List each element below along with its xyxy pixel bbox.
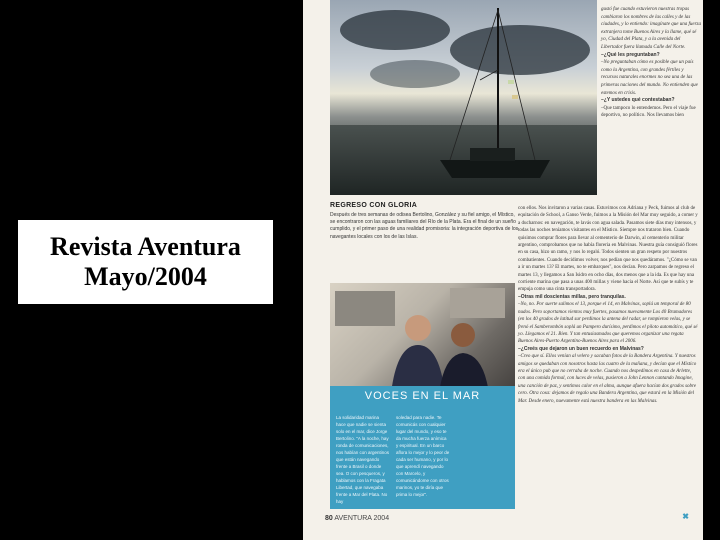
- paragraph: con ellos. Nos invitaron a varias casas. Estuvimos con Adriana y Peck, fuimos al club de equitación de School, a Ganso Verde, fuimos a la Misión del Mar muy seguido, a comer y a ducharnos: en navegación, te lavás con agua salada. Pasamos siete días muy intensos, y todas las noches teníamos visitantes en el Místico. Siempre nos trataron bien. Cuando quisimos comprar flores para llevar al cementerio de Darwin, al cementerio militar argentino, comprobamos que no había floreria en Malvinas. Nuestra guía consiguió flores en su casa, hizo un ramo, y nos lo regaló. Todos sienten un gran respeto por nuestros combatientes. Cuando decidimos volver, nos pedían que nos quedáramos. "¿Cómo se van a ir un martes 13? El martes, no te embarques", nos decían. Pero zarpamos de regreso el martes 13, y llegamos a San Isidro en ocho días, dos menos que a la ida. Es que hay una corriente marina que pasa a unas 400 millas y viene hacia el Norte. Así que te subís y te empuja como una cinta transportadora.: [518, 206, 698, 293]
- voces-col-1: La solidaridad marina hace que nadie se sienta solo en el mar, dice Jorge Bertolino. "A la noche, hay ronda de comunicaciones, nos habían con argentinos que están navegando frente a Brasil o donde sea. O con pesqueros, y hablamos con la Fragata Libertad, que navegaba frente a Mar del Plata. No hay: [336, 415, 390, 504]
- paragraph: gustó fue cuando estuvieron nuestras tropas cambiaron los nombres de las calles y de las ciudades, y lo entiendo: imagínate que una fuerza extranjera tome Buenos Aires y la llame, qué sé yo, Ciudad del Plata, y a la avenida del Libertador fuera llamada Calle del Norte.: [601, 7, 701, 50]
- photo-caption-body: Después de tres semanas de odisea Bertolino, González y su fiel amigo, el Místico, se encontraron con las aguas familiares del Río de la Plata. Era el final de un sueño cumplido, y el primer paso de una realidad promisoria: la integración deportiva de los navegantes locales con los de las Islas.: [330, 212, 519, 240]
- magazine-page: [303, 0, 703, 540]
- caption-box: [18, 220, 273, 304]
- sailboat-icon: [330, 0, 597, 195]
- sailboat-photo: [330, 0, 597, 195]
- answer: –No preguntaban cómo es posible que un país como la Argentina, con grandes fértiles y recursos naturales enormes no sea una de las primeras naciones del mundo. No entienden que estemos en crisis.: [601, 60, 698, 96]
- question: –¿Qué les preguntaban?: [601, 51, 660, 58]
- end-mark-icon: ✖: [682, 512, 689, 521]
- photo-caption-title: REGRESO CON GLORIA: [330, 202, 418, 209]
- page-number: 80: [325, 515, 333, 522]
- page-footer: [325, 515, 389, 522]
- voces-box: [330, 406, 515, 509]
- right-column-text: [601, 6, 701, 120]
- answer: –No, no. Por suerte salimos el 13, porque el 14, en Malvinas, soplá un temporal de 80 nudos. Pero soportamos vientos muy fuertes, pasamos nuevamente Los 40 Bramadores (en los 40 grados de latitud sur perdimos la antena del radar, se rompieron velas, y se frenó el Samberombón soplá un Pampero durísimo, perdimos el piloto automático, qué sé yo. Llegamos el 21. Bien. Y tan entusiasmados que queremos organizar una regata Buenos Aires-Puerto Argentino-Buenos Aires para el 2006.: [518, 302, 698, 345]
- voces-banner: VOCES EN EL MAR: [330, 386, 515, 406]
- answer: –Que tampoco lo entendemos. Pero el viaje fue deportivo, no político. Nos llevamos bien: [601, 105, 696, 119]
- question: –Otras mil doscientas millas, pero tranquilas.: [518, 293, 626, 300]
- voces-col-2: soledad para nadie. Te comunicás con cualquier lugar del mundo, y eso te da mucha fuerza anímica y espiritual. En un barco aflora lo mejor y lo peor de cada ser humano, y por lo que aprendí navegando con Marcelo, y comunicándome con otros marinos, yo te diría que prima lo mejor".: [396, 415, 450, 497]
- magazine-name: AVENTURA 2004: [334, 515, 390, 522]
- question: –¿Y ustedes qué contestaban?: [601, 97, 675, 104]
- interview-photo: [330, 283, 515, 403]
- question: –¿Creés que dejaron un buen recuerdo en Malvinas?: [518, 345, 644, 352]
- caption-line-1: Revista Aventura: [50, 232, 241, 261]
- caption-line-2: Mayo/2004: [84, 262, 207, 291]
- answer: –Creo que sí. Ellos venían al velero y sacaban fotos de la Bandera Argentina. Y nuestros amigos se quedaban con nosotros hasta las cuatro de la mañana, y decían que el Místico era el único pub que no cerraba de noche. Cuando nos despedimos en casa de Arlette, con una comida formal, con luces de velas, pusieron a John Lennon cantando Imagine, una canción de paz, y sentimos calor en el alma, aunque afuera hacían dos grados sobre cero. Otra cosa: dejamos de regalo una Bandera Argentina, que estará en la Misión del Mar. Desde enero, nuevamente está nuestra bandera en las Malvinas.: [518, 354, 697, 404]
- article-body: [518, 205, 698, 405]
